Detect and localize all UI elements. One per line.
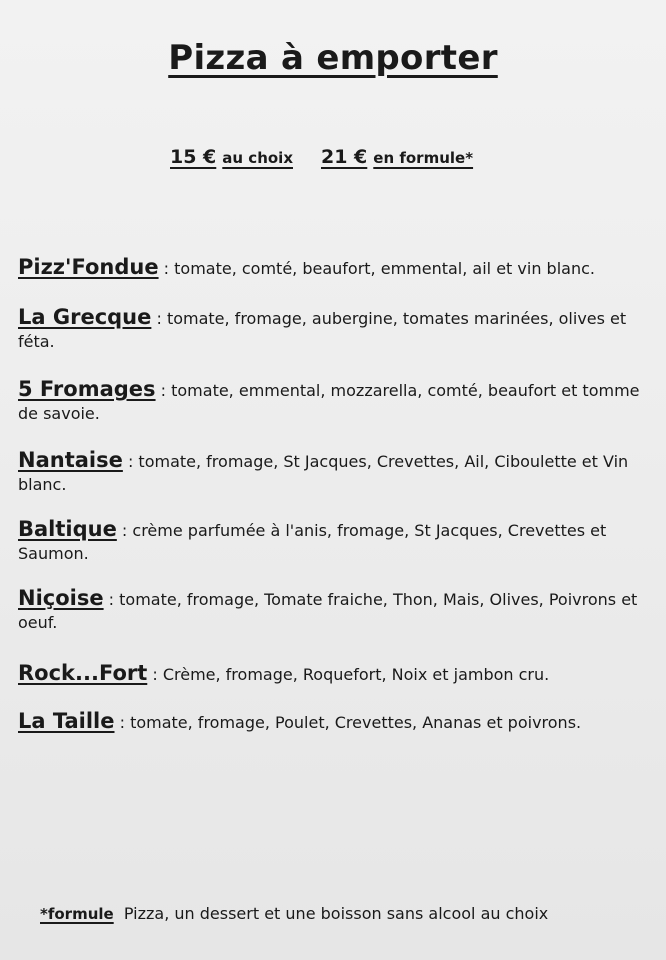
price-line	[170, 146, 473, 168]
pizza-name: Nantaise	[18, 448, 123, 472]
pizza-separator: :	[114, 713, 131, 732]
formula-price-label: en formule*	[373, 149, 474, 167]
pizza-name: La Taille	[18, 709, 115, 733]
title-text: Pizza à emporter	[168, 38, 498, 78]
pizza-item	[18, 256, 643, 280]
pizza-name: 5 Fromages	[18, 377, 156, 401]
pizza-item	[18, 662, 643, 686]
pizza-description: tomate, comté, beaufort, emmental, ail et vin blanc.	[174, 259, 595, 278]
pizza-separator: :	[158, 259, 175, 278]
pizza-description: tomate, fromage, St Jacques, Crevettes, Ail, Ciboulette et Vin blanc.	[18, 452, 629, 494]
pizza-item	[18, 518, 643, 565]
pizza-name: Baltique	[18, 517, 117, 541]
pizza-name: Pizz'Fondue	[18, 255, 159, 279]
footnote-text: Pizza, un dessert et une boisson sans alcool au choix	[123, 904, 549, 923]
page-title	[0, 38, 666, 78]
single-price-label: au choix	[222, 149, 293, 167]
pizza-separator: :	[155, 381, 172, 400]
pizza-description: tomate, emmental, mozzarella, comté, beaufort et tomme de savoie.	[18, 381, 640, 423]
pizza-description: tomate, fromage, Tomate fraiche, Thon, Mais, Olives, Poivrons et oeuf.	[18, 590, 638, 632]
footnote-label: *formule	[40, 905, 114, 923]
pizza-name: Rock...Fort	[18, 661, 148, 685]
pizza-description: crème parfumée à l'anis, fromage, St Jacques, Crevettes et Saumon.	[18, 521, 607, 563]
pizza-description: tomate, fromage, Poulet, Crevettes, Ananas et poivrons.	[130, 713, 582, 732]
pizza-item	[18, 710, 643, 734]
pizza-name: La Grecque	[18, 305, 152, 329]
formula-price: 21 €	[321, 146, 368, 168]
pizza-separator: :	[151, 309, 167, 328]
pizza-name: Niçoise	[18, 586, 104, 610]
pizza-separator: :	[122, 452, 139, 471]
pizza-separator: :	[116, 521, 133, 540]
pizza-description: tomate, fromage, aubergine, tomates marinées, olives et féta.	[18, 309, 627, 351]
pizza-item	[18, 587, 643, 634]
single-price: 15 €	[170, 146, 217, 168]
pizza-item	[18, 449, 643, 496]
pizza-item	[18, 378, 643, 425]
pizza-separator: :	[147, 665, 163, 684]
pizza-description: Crème, fromage, Roquefort, Noix et jambon cru.	[162, 665, 550, 684]
formula-footnote	[40, 904, 548, 923]
pizza-separator: :	[103, 590, 120, 609]
pizza-item	[18, 306, 643, 353]
